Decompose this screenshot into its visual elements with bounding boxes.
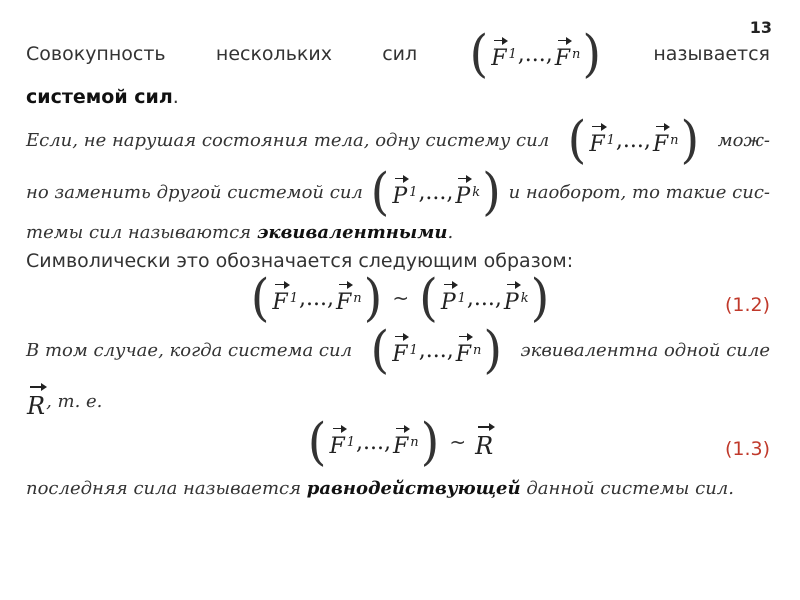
equation-number-1-3: (1.3)	[724, 438, 770, 460]
force-system-P: ( P 1 ,..., P k )	[370, 162, 501, 222]
resultant-line-2: R , т. е.	[26, 384, 770, 420]
force-system-F-3: ( F 1 ,..., F n )	[370, 320, 503, 380]
equivalence-line-2: но заменить другой системой сил ( P 1 ,..., P k ) и наоборот, то такие сис-	[26, 162, 770, 222]
word-neskolkikh: нескольких	[215, 43, 332, 65]
word-nazyvaetsya: называется	[653, 43, 770, 65]
symbolic-text: Символически это обозначается следующим образом:	[26, 250, 574, 272]
equivalence-line-1: Если, не нарушая состояния тела, одну систему сил ( F 1 ,..., F n ) мож-	[26, 110, 770, 170]
resultant-definition: последняя сила называется равнодействующей данной системы сил.	[26, 478, 734, 499]
equivalence-line-3: темы сил называются эквивалентными.	[26, 222, 454, 243]
equation-1-3: ( F 1 ,..., F n ) ~ R	[307, 412, 494, 472]
word-sovokupnost: Совокупность	[26, 43, 166, 65]
equation-number-1-2: (1.2)	[724, 294, 770, 316]
definition-line-2: системой сил.	[26, 86, 179, 108]
word-sil: сил	[382, 43, 418, 65]
resultant-line-1: В том случае, когда система сил ( F 1 ,..., F n ) эквивалентна одной силе	[26, 320, 770, 380]
term-system-of-forces: системой сил	[26, 86, 173, 108]
force-system-F: ( F 1 ,..., F n )	[469, 24, 602, 84]
equation-1-2: ( F 1 ,..., F n ) ~ ( P 1 ,..., P k )	[250, 268, 550, 328]
term-equivalent: эквивалентными	[256, 222, 448, 243]
term-resultant: равнодействующей	[306, 478, 521, 499]
force-system-F-2: ( F 1 ,..., F n )	[567, 110, 700, 170]
page-number: 13	[749, 18, 772, 37]
